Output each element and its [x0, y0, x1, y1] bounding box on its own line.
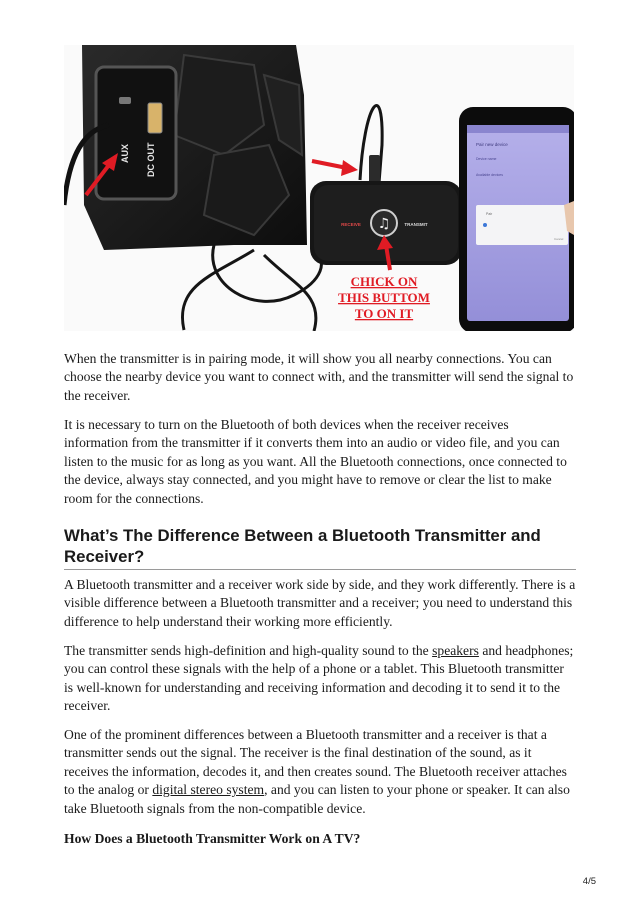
paragraph-text: , and you can listen to your phone or speaker. It can also take Bluetooth signals from the non-compatible device.: [64, 782, 570, 816]
paragraph-text: A Bluetooth transmitter and a receiver work side by side, and they work differently. There is a visible difference between a Bluetooth transmitter and a receiver; you need to understand this difference to help understand their working more efficiently.: [64, 577, 576, 629]
phone-dialog-pair: Pair: [486, 212, 493, 216]
dc-out-label: DC OUT: [146, 142, 156, 177]
aux-label: AUX: [120, 143, 130, 163]
phone-screen-title: Pair new device: [476, 142, 508, 147]
paragraph-bluetooth-connections: It is necessary to turn on the Bluetooth of both devices when the receiver receives information from the transmitter if it converts them into an audio or video file, and you can listen to the music for as long as you want. All the Bluetooth connections, once connected to the device, always stay connected, and you might have to remove or clear the list to make room for the connections.: [64, 417, 567, 506]
page-number: 4/5: [582, 876, 596, 887]
bluetooth-transmitter-photo: [64, 45, 574, 331]
phone-row-available: Available devices: [476, 173, 503, 177]
paragraph-prominent-differences: [64, 726, 576, 818]
phone-dialog-cancel: Cancel: [554, 237, 564, 241]
heading-divider: [64, 569, 576, 570]
paragraph-transmitter-sends: [64, 642, 576, 716]
paragraph-text: One of the prominent differences between a Bluetooth transmitter and a receiver is that a transmitter sends out the signal. The receiver is the final destination of the sound, as it receives the information, decodes it, and then creates sound. The Bluetooth receiver attaches to the analog or: [64, 727, 567, 798]
svg-text:♫: ♫: [377, 216, 391, 232]
speakers-link[interactable]: speakers: [432, 643, 479, 658]
paragraph-difference-intro: [64, 576, 576, 631]
paragraph-text: The transmitter sends high-definition and high-quality sound to the: [64, 643, 433, 658]
callout-line-1: CHICK ON: [350, 274, 418, 289]
speaker-body: [82, 45, 307, 250]
digital-stereo-system-link[interactable]: digital stereo system: [152, 782, 265, 798]
receive-label: RECEIVE: [341, 222, 361, 227]
callout-line-2: THIS BUTTOM: [338, 290, 430, 305]
callout-line-3: TO ON IT: [354, 306, 414, 321]
phone-row-device-name: Device name: [476, 157, 497, 161]
section-heading: What’s The Difference Between a Bluetooth Transmitter and Receiver?: [64, 526, 541, 566]
phone-device: [459, 107, 574, 331]
paragraph-pairing-mode: When the transmitter is in pairing mode, it will show you all nearby connections. You can choose the nearby device you want to connect with, and the transmitter will send the signal to the receiver.: [64, 351, 574, 403]
paragraph-text: and headphones; you can control these signals with the help of a phone or a tablet. This Bluetooth transmitter is well-known for understanding and receiving information and decoding it to send it to the receiver.: [64, 643, 574, 714]
subheading: How Does a Bluetooth Transmitter Work on A TV?: [64, 831, 361, 846]
transmit-label: TRANSMIT: [404, 222, 428, 227]
